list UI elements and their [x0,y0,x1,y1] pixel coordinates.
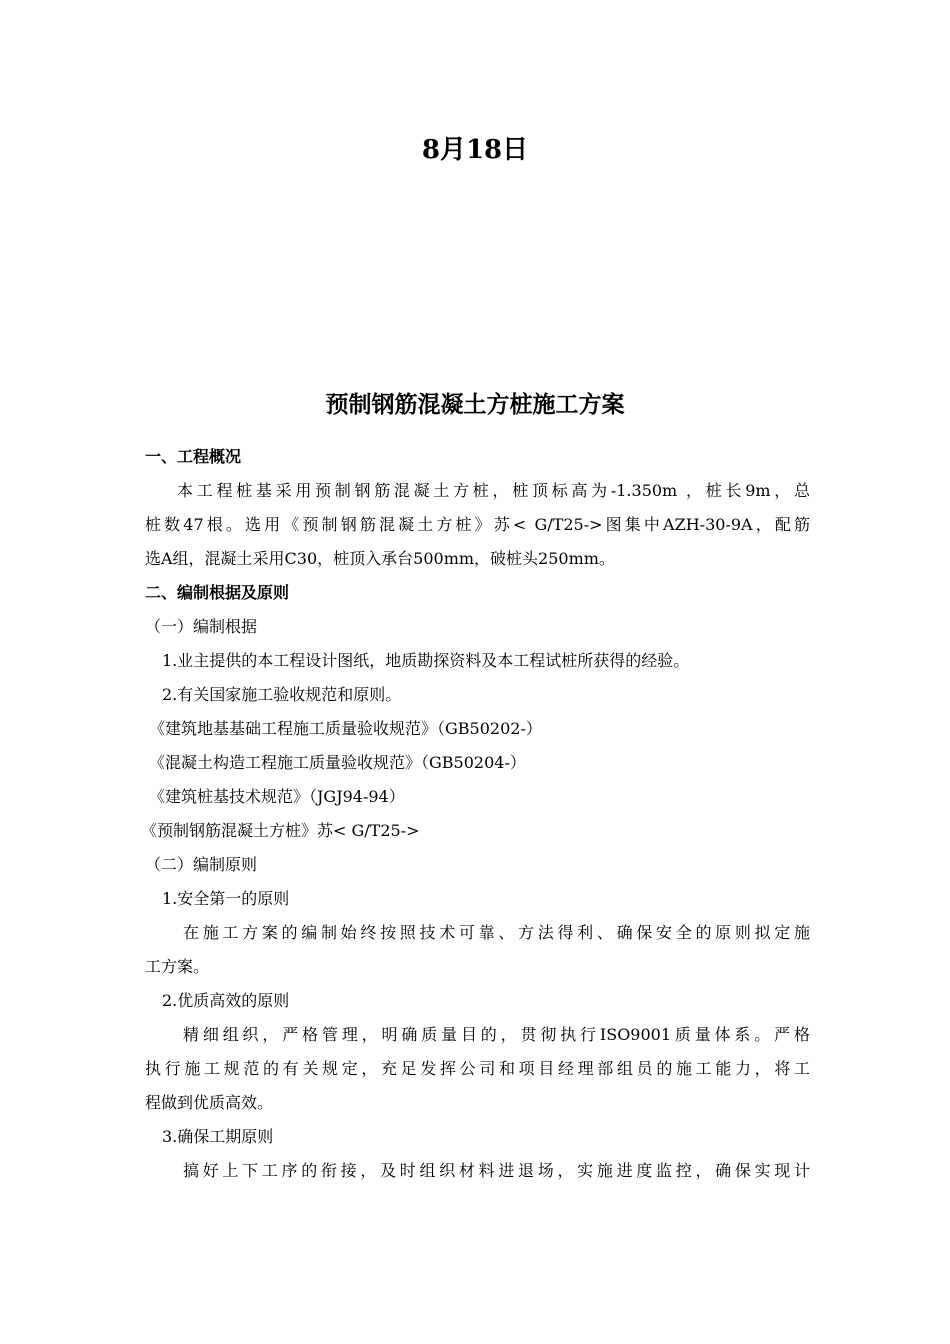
paragraph-line: 选A组，混凝土采用C30，桩顶入承台500mm，破桩头250mm。 [145,549,615,568]
paragraph-line: 工方案。 [145,957,210,976]
reference-item: 《建筑地基基础工程施工质量验收规范》（GB50202-） [149,719,542,738]
section-heading-overview: 一、工程概况 [145,447,242,466]
reference-item: 《建筑桩基技术规范》（JGJ94-94） [149,787,405,806]
principle-title: 3.确保工期原则 [162,1127,274,1146]
paragraph-line: 搞好上下工序的衔接，及时组织材料进退场，实施进度监控，确保实现计 [183,1161,810,1180]
document-body [141,440,810,1188]
reference-item: 《混凝土构造工程施工质量验收规范》（GB50204-） [149,753,526,772]
paragraph-line: 本工程桩基采用预制钢筋混凝土方桩，桩顶标高为-1.350m ，桩长9m，总 [177,481,810,500]
paragraph-line: 执行施工规范的有关规定，充足发挥公司和项目经理部组员的施工能力，将工 [145,1059,810,1078]
list-item: 2.有关国家施工验收规范和原则。 [162,685,402,704]
principle-title: 1.安全第一的原则 [162,889,290,908]
paragraph-line: 程做到优质高效。 [145,1093,274,1112]
paragraph-line: 精细组织，严格管理，明确质量目的，贯彻执行ISO9001质量体系。严格 [183,1025,810,1044]
section-heading-basis: 二、编制根据及原则 [145,583,290,602]
paragraph-line: 在施工方案的编制始终按照技术可靠、方法得利、确保安全的原则拟定施 [183,923,810,942]
principle-title: 2.优质高效的原则 [162,991,290,1010]
reference-item: 《预制钢筋混凝土方桩》苏< G/T25-> [141,821,420,840]
document-date: 8月18日 [421,135,529,165]
subsection-heading-principles: （二）编制原则 [145,855,258,874]
paragraph-line: 桩数47根。选用《预制钢筋混凝土方桩》苏< G/T25->图集中AZH-30-9A，配筋 [145,515,810,534]
list-item: 1.业主提供的本工程设计图纸，地质勘探资料及本工程试桩所获得的经验。 [162,651,690,670]
document-title: 预制钢筋混凝土方桩施工方案 [325,391,625,418]
subsection-heading-basis: （一）编制根据 [145,617,258,636]
